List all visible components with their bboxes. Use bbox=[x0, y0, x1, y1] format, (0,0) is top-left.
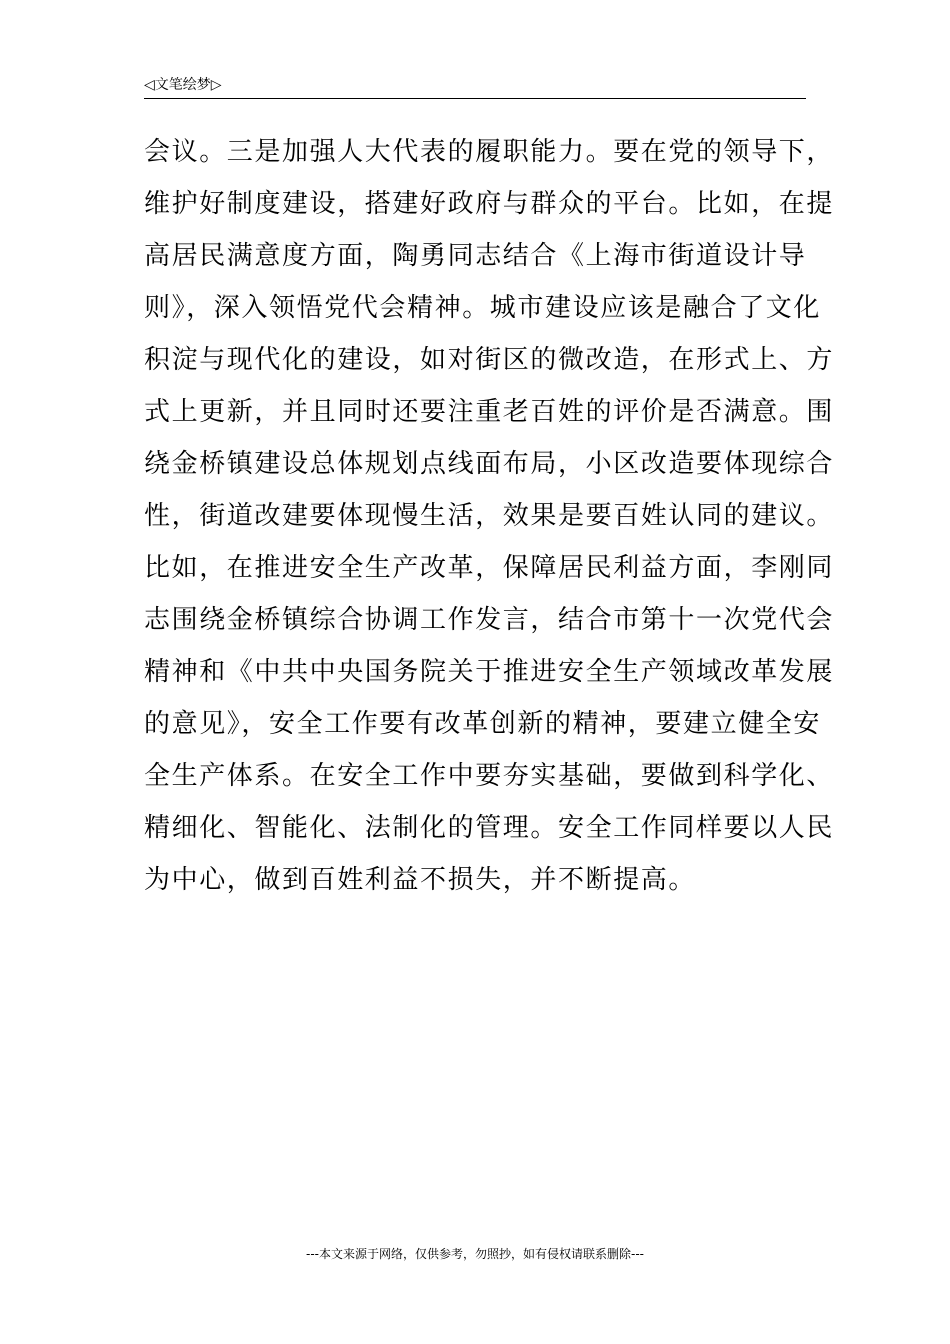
text-line: 的意见》，安全工作要有改革创新的精神，要建立健全安 bbox=[144, 709, 822, 739]
body-text bbox=[144, 126, 835, 906]
header-title: ◁文笔绘梦▷ bbox=[144, 77, 222, 93]
text-line: 比如，在推进安全生产改革，保障居民利益方面，李刚同 bbox=[144, 553, 835, 583]
page-footer: ---本文来源于网络，仅供参考，勿照抄，如有侵权请联系删除--- bbox=[306, 1247, 644, 1261]
text-line: 绕金桥镇建设总体规划点线面布局，小区改造要体现综合 bbox=[144, 449, 835, 479]
text-line: 性，街道改建要体现慢生活，效果是要百姓认同的建议。 bbox=[144, 501, 835, 531]
page-header bbox=[144, 74, 806, 99]
text-line: 高居民满意度方面，陶勇同志结合《上海市街道设计导 bbox=[144, 241, 807, 271]
text-line: 为中心，做到百姓利益不损失，并不断提高。 bbox=[144, 865, 697, 895]
text-line: 会议。三是加强人大代表的履职能力。要在党的领导下， bbox=[144, 137, 835, 167]
text-line: 志围绕金桥镇综合协调工作发言，结合市第十一次党代会 bbox=[144, 605, 835, 635]
text-line: 积淀与现代化的建设，如对街区的微改造，在形式上、方 bbox=[144, 345, 835, 375]
text-line: 维护好制度建设，搭建好政府与群众的平台。比如，在提 bbox=[144, 189, 835, 219]
text-line: 精细化、智能化、法制化的管理。安全工作同样要以人民 bbox=[144, 813, 835, 843]
text-line: 式上更新，并且同时还要注重老百姓的评价是否满意。围 bbox=[144, 397, 835, 427]
text-line: 全生产体系。在安全工作中要夯实基础，要做到科学化、 bbox=[144, 761, 835, 791]
text-line: 精神和《中共中央国务院关于推进安全生产领域改革发展 bbox=[144, 657, 835, 687]
text-line: 则》，深入领悟党代会精神。城市建设应该是融合了文化 bbox=[144, 293, 822, 323]
